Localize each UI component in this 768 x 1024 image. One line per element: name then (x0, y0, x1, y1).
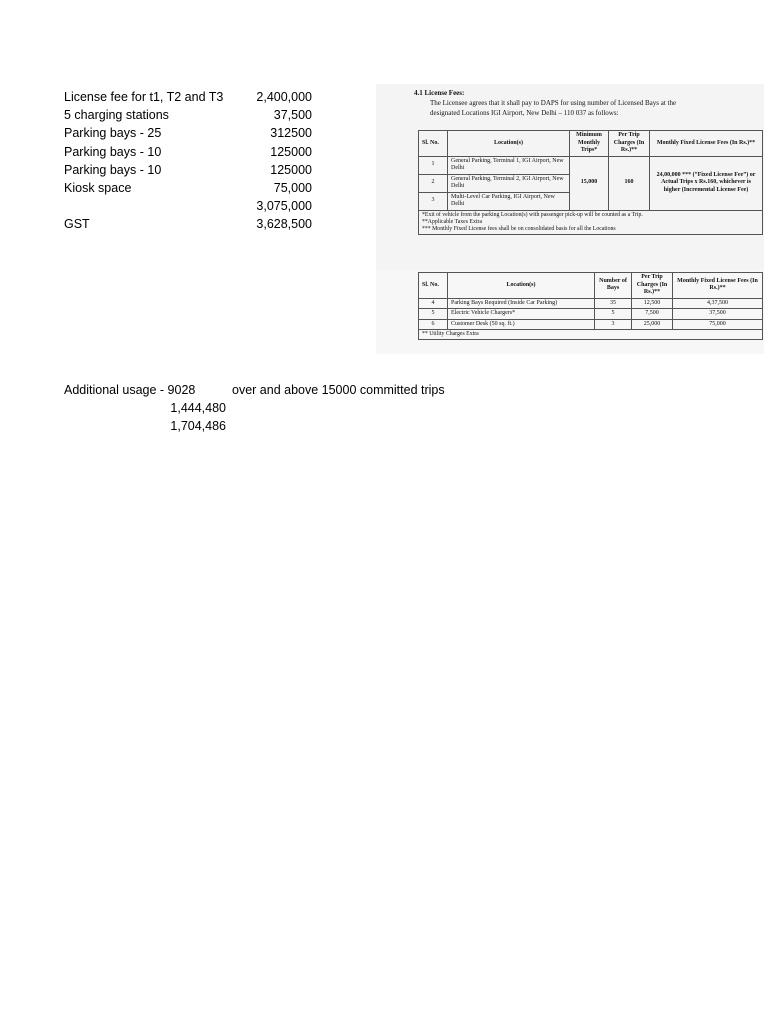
row-value: 37,500 (273, 108, 312, 123)
row-value: 3,628,500 (256, 217, 312, 232)
table-header-row (419, 273, 763, 299)
cell-bays: 5 (595, 309, 632, 320)
additional-usage-block (64, 381, 445, 436)
scanned-license-fee-excerpt (376, 84, 764, 366)
additional-usage-label: Additional usage - 9028 (64, 383, 196, 397)
cell-fee: 75,000 (673, 319, 763, 330)
cell-no: 3 (419, 192, 448, 210)
table-row (419, 309, 763, 320)
table-note: ** Utility Charges Extra (419, 330, 763, 340)
row-value: 312500 (270, 126, 312, 141)
table-row (419, 319, 763, 330)
table-row (419, 156, 763, 174)
row-label: Parking bays - 10 (64, 144, 162, 159)
cell-location: General Parking, Terminal 2, IGI Airport, New Delhi (448, 174, 570, 192)
col-header: Per Trip Charges (In Rs.)** (609, 131, 650, 157)
table-row (419, 298, 763, 309)
row-label: 5 charging stations (64, 108, 169, 123)
cell-location: Multi-Level Car Parking, IGI Airport, New Delhi (448, 192, 570, 210)
table-note-row (419, 330, 763, 340)
col-header: Location(s) (448, 273, 595, 299)
sheet-row (64, 88, 312, 106)
col-header: Monthly Fixed License Fees (In Rs.)** (650, 131, 763, 157)
cell-no: 4 (419, 298, 448, 309)
cell-per-trip: 160 (609, 156, 650, 210)
table-notes (419, 210, 763, 234)
cell-location: Electric Vehicle Chargers* (448, 309, 595, 320)
cell-no: 6 (419, 319, 448, 330)
cell-no: 1 (419, 156, 448, 174)
row-label: Parking bays - 25 (64, 126, 162, 141)
additional-usage-note: over and above 15000 committed trips (232, 383, 445, 397)
sheet-row (64, 381, 445, 399)
row-value: 2,400,000 (256, 90, 312, 104)
sheet-row-subtotal (64, 197, 312, 215)
cell-location: Customer Desk (50 sq. ft.) (448, 319, 595, 330)
bays-fee-table (418, 272, 763, 340)
col-header: Sl. No. (419, 131, 448, 157)
row-label: Parking bays - 10 (64, 162, 162, 177)
spreadsheet-summary (64, 88, 312, 234)
sheet-row (64, 143, 312, 161)
cell-bays: 35 (595, 298, 632, 309)
row-value: 3,075,000 (256, 199, 312, 214)
row-label: GST (64, 217, 90, 232)
col-header: Monthly Fixed License Fees (In Rs.)** (673, 273, 763, 299)
cell-no: 2 (419, 174, 448, 192)
cell-fixed-fee: 24,00,000 *** (“Fixed License Fee”) or Actual Trips x Rs.160, whichever is higher (Incremental License Fee) (650, 156, 763, 210)
sheet-row (64, 124, 312, 142)
cell-fee: 4,37,500 (673, 298, 763, 309)
table-header-row (419, 131, 763, 157)
additional-usage-total: 1,704,486 (170, 419, 226, 434)
note-line: *Exit of vehicle from the parking Location(s) with passenger pick-up will be counted as a Trip. (422, 211, 643, 218)
col-header: Number of Bays (595, 273, 632, 299)
col-header: Per Trip Charges (In Rs.)** (632, 273, 673, 299)
scan-intro-line: designated Locations IGI Airport, New Delhi – 110 037 as follows: (430, 109, 619, 117)
row-label: Kiosk space (64, 180, 132, 195)
cell-charge: 25,000 (632, 319, 673, 330)
sheet-row (64, 179, 312, 197)
cell-charge: 7,500 (632, 309, 673, 320)
cell-location: Parking Bays Required (Inside Car Parking) (448, 298, 595, 309)
row-label: License fee for t1, T2 and T3 (64, 90, 224, 104)
col-header: Location(s) (448, 131, 570, 157)
sheet-row (64, 417, 384, 435)
sheet-row (64, 161, 312, 179)
row-value: 125000 (270, 162, 312, 177)
row-value: 75,000 (273, 180, 312, 195)
note-line: **Applicable Taxes Extra (422, 218, 483, 225)
cell-location: General Parking, Terminal 1, IGI Airport, New Delhi (448, 156, 570, 174)
col-header: Sl. No. (419, 273, 448, 299)
sheet-row (64, 106, 312, 124)
col-header: Minimum Monthly Trips* (570, 131, 609, 157)
cell-charge: 12,500 (632, 298, 673, 309)
cell-no: 5 (419, 309, 448, 320)
cell-fee: 37,500 (673, 309, 763, 320)
scan-heading: 4.1 License Fees: (414, 89, 465, 97)
additional-usage-amount: 1,444,480 (170, 401, 226, 416)
row-value: 125000 (270, 144, 312, 159)
scan-intro-line: The Licensee agrees that it shall pay to DAPS for using number of Licensed Bays at the (430, 99, 677, 107)
table-note-row (419, 210, 763, 234)
cell-bays: 3 (595, 319, 632, 330)
sheet-row-gst (64, 215, 312, 233)
note-line: *** Monthly Fixed License fees shall be on consolidated basis for all the Locations (422, 225, 616, 232)
cell-min-trips: 15,000 (570, 156, 609, 210)
sheet-row (64, 399, 384, 417)
license-fee-table (418, 130, 763, 235)
